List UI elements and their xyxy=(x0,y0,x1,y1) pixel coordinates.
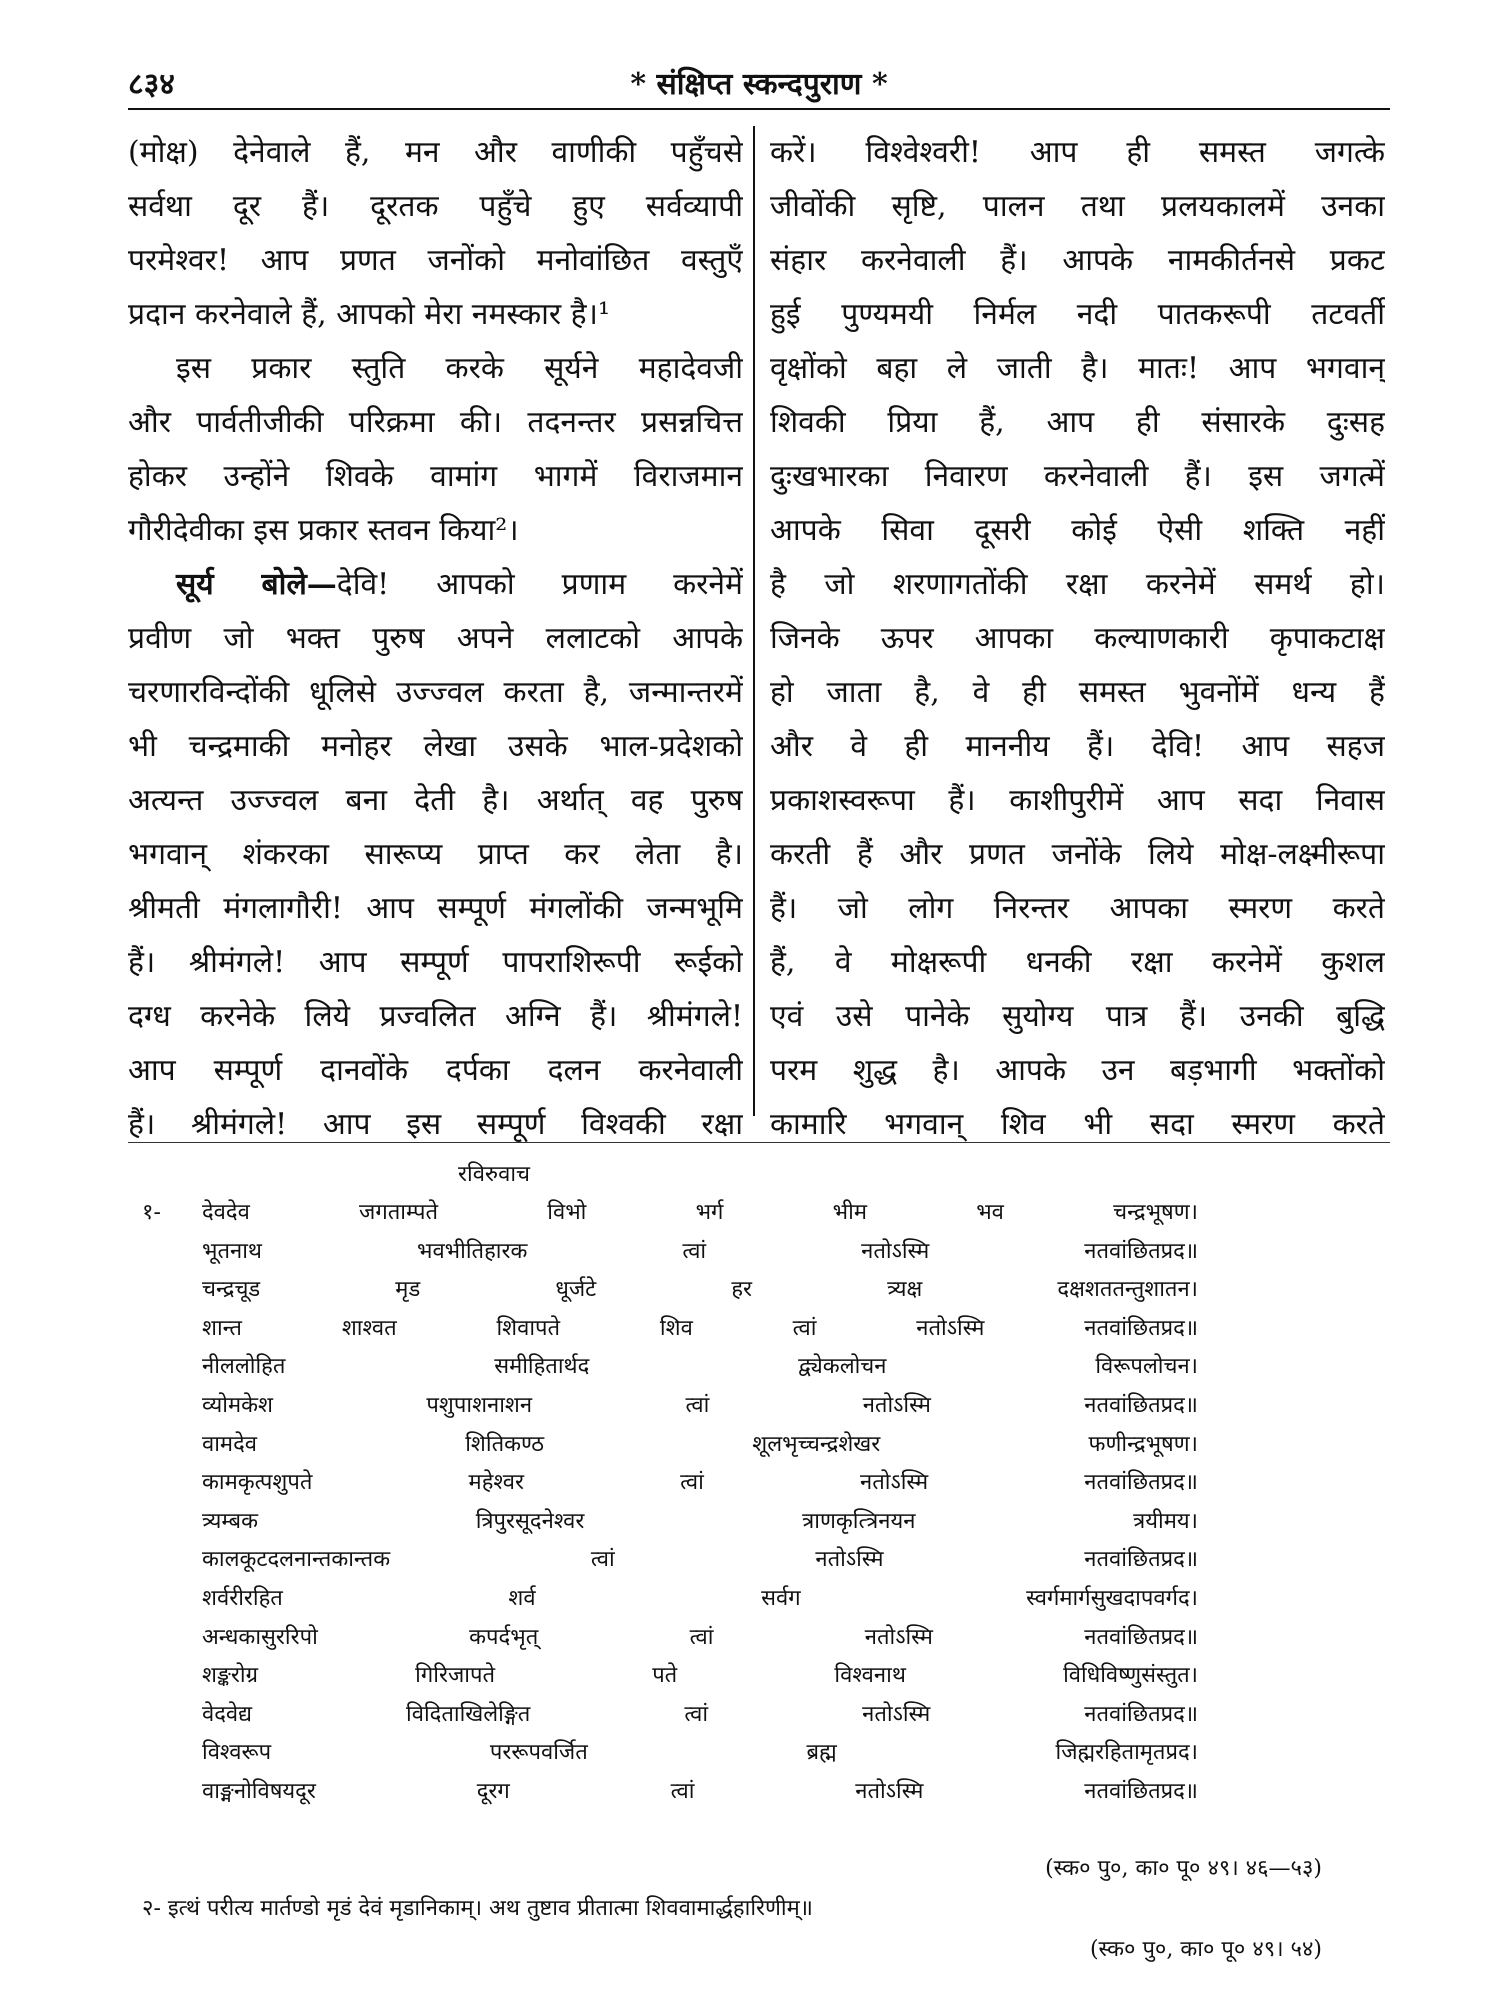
text-line: प्रदान करनेवाले हैं, आपको मेरा नमस्कार है।¹ xyxy=(128,297,611,332)
verse-text: वेदवेद्य विदिताखिलेङ्गित त्वां नतोऽस्मि नतवांछितप्रद॥ xyxy=(202,1701,1198,1727)
verse-line xyxy=(142,1348,1342,1387)
footnote-number: १- xyxy=(142,1200,161,1225)
verse-line xyxy=(142,1503,1342,1542)
verse-text: शर्वरीरहित शर्व सर्वग स्वर्गमार्गसुखदापवर्गद। xyxy=(202,1585,1198,1611)
text-line: आपके सिवा दूसरी कोई ऐसी शक्ति नहीं xyxy=(770,513,1385,548)
text-line: और वे ही माननीय हैं। देवि! आप सहज xyxy=(770,729,1385,764)
verse-text: भूतनाथ भवभीतिहारक त्वां नतोऽस्मि नतवांछितप्रद॥ xyxy=(202,1238,1198,1264)
verse-text: अन्धकासुररिपो कपर्दभृत् त्वां नतोऽस्मि नतवांछितप्रद॥ xyxy=(202,1624,1198,1650)
text-line: अत्यन्त उज्ज्वल बना देती है। अर्थात् वह पुरुष xyxy=(128,783,743,818)
text-line: दग्ध करनेके लिये प्रज्वलित अग्नि हैं। श्रीमंगले! xyxy=(128,999,743,1034)
text-line: प्रवीण जो भक्त पुरुष अपने ललाटको आपके xyxy=(128,621,743,656)
right-column xyxy=(770,126,1385,1152)
column-divider xyxy=(753,126,755,1116)
verse-line xyxy=(142,1387,1342,1426)
text-line: सर्वथा दूर हैं। दूरतक पहुँचे हुए सर्वव्यापी xyxy=(128,189,743,224)
verse-line xyxy=(142,1541,1342,1580)
verse-line xyxy=(142,1696,1342,1735)
text-line: वृक्षोंको बहा ले जाती है। मातः! आप भगवान् xyxy=(770,351,1385,386)
verse-line xyxy=(142,1233,1342,1272)
verse-text: त्र्यम्बक त्रिपुरसूदनेश्वर त्राणकृत्त्रिनयन त्रयीमय। xyxy=(202,1508,1198,1534)
text-line: परम शुद्ध है। आपके उन बड़भागी भक्तोंको xyxy=(770,1053,1385,1088)
text-line: कामारि भगवान् शिव भी सदा स्मरण करते xyxy=(770,1107,1385,1142)
text-line: जीवोंकी सृष्टि, पालन तथा प्रलयकालमें उनका xyxy=(770,189,1385,224)
left-column xyxy=(128,126,743,1152)
speech-text: देवि! आपको प्रणाम करनेमें xyxy=(336,567,743,602)
text-line: संहार करनेवाली हैं। आपके नामकीर्तनसे प्रकट xyxy=(770,243,1385,278)
verse-line xyxy=(142,1310,1342,1349)
verse-line xyxy=(142,1464,1342,1503)
verse-line xyxy=(142,1773,1342,1812)
verse-text: देवदेव जगताम्पते विभो भर्ग भीम भव चन्द्रभूषण। xyxy=(202,1200,1198,1225)
verse-text: विश्वरूप पररूपवर्जित ब्रह्म जिह्मरहितामृतप्रद। xyxy=(202,1740,1198,1766)
text-line: भी चन्द्रमाकी मनोहर लेखा उसके भाल-प्रदेशको xyxy=(128,729,743,764)
header-rule xyxy=(128,108,1390,110)
verse-line xyxy=(142,1619,1342,1658)
text-line: आप सम्पूर्ण दानवोंके दर्पका दलन करनेवाली xyxy=(128,1053,743,1088)
verse-text: कामकृत्पशुपते महेश्वर त्वां नतोऽस्मि नतवांछितप्रद॥ xyxy=(202,1470,1198,1496)
text-line: हो जाता है, वे ही समस्त भुवनोंमें धन्य हैं xyxy=(770,675,1385,710)
text-line: करें। विश्वेश्वरी! आप ही समस्त जगत्के xyxy=(770,135,1385,170)
speaker-label: सूर्य बोले— xyxy=(176,567,337,602)
text-line: चरणारविन्दोंकी धूलिसे उज्ज्वल करता है, जन्मान्तरमें xyxy=(128,675,743,710)
text-line: शिवकी प्रिया हैं, आप ही संसारके दुःसह xyxy=(770,405,1385,440)
verse-line xyxy=(142,1580,1342,1619)
text-line: (मोक्ष) देनेवाले हैं, मन और वाणीकी पहुँचसे xyxy=(128,135,743,170)
verse-text: वामदेव शितिकण्ठ शूलभृच्चन्द्रशेखर फणीन्द्रभूषण। xyxy=(202,1431,1198,1457)
footnote-rule xyxy=(128,1142,1390,1143)
text-line: एवं उसे पानेके सुयोग्य पात्र हैं। उनकी बुद्धि xyxy=(770,999,1385,1034)
running-title: * संक्षिप्त स्कन्दपुराण * xyxy=(630,67,888,102)
verse-text: शान्त शाश्वत शिवापते शिव त्वां नतोऽस्मि नतवांछितप्रद॥ xyxy=(202,1315,1198,1341)
verse-text: कालकूटदलनान्तकान्तक त्वां नतोऽस्मि नतवांछितप्रद॥ xyxy=(202,1547,1198,1573)
verse-line xyxy=(142,1657,1342,1696)
verse-line xyxy=(142,1426,1342,1465)
text-line: हैं, वे मोक्षरूपी धनकी रक्षा करनेमें कुशल xyxy=(770,945,1385,980)
footnote-reference: (स्क० पु०, का० पू० ४९। ४६—५३) xyxy=(1045,1856,1322,1881)
text-line: परमेश्वर! आप प्रणत जनोंको मनोवांछित वस्तुएँ xyxy=(128,243,743,278)
text-line-with-speaker xyxy=(128,558,743,612)
text-line: हैं। श्रीमंगले! आप इस सम्पूर्ण विश्वकी रक्षा xyxy=(128,1107,743,1142)
footnote-reference: (स्क० पु०, का० पू० ४९। ५४) xyxy=(1089,1937,1322,1962)
footnote-verse xyxy=(142,1194,1342,1812)
verse-line xyxy=(142,1194,1342,1233)
text-line: हैं। श्रीमंगले! आप सम्पूर्ण पापराशिरूपी रूईको xyxy=(128,945,743,980)
text-line: होकर उन्होंने शिवके वामांग भागमें विराजमान xyxy=(128,459,743,494)
verse-line xyxy=(142,1734,1342,1773)
verse-text: नीललोहित समीहितार्थद द्व्येकलोचन विरूपलोचन। xyxy=(202,1354,1198,1380)
verse-text: व्योमकेश पशुपाशनाशन त्वां नतोऽस्मि नतवांछितप्रद॥ xyxy=(202,1392,1198,1418)
footnote-two: २- इत्थं परीत्य मार्तण्डो मृडं देवं मृडानिकाम्। अथ तुष्टाव प्रीतात्मा शिववामार्द्धहारिणीम्॥ xyxy=(142,1896,813,1921)
text-line: है जो शरणागतोंकी रक्षा करनेमें समर्थ हो। xyxy=(770,567,1385,602)
text-line: प्रकाशस्वरूपा हैं। काशीपुरीमें आप सदा निवास xyxy=(770,783,1385,818)
text-line: करती हैं और प्रणत जनोंके लिये मोक्ष-लक्ष्मीरूपा xyxy=(770,837,1385,872)
text-line: हुई पुण्यमयी निर्मल नदी पातकरूपी तटवर्ती xyxy=(770,297,1385,332)
verse-line xyxy=(142,1271,1342,1310)
text-line: हैं। जो लोग निरन्तर आपका स्मरण करते xyxy=(770,891,1385,926)
text-line: गौरीदेवीका इस प्रकार स्तवन किया²। xyxy=(128,513,519,548)
text-line: भगवान् शंकरका सारूप्य प्राप्त कर लेता है। xyxy=(128,837,743,872)
page-header xyxy=(128,58,1390,108)
verse-text: चन्द्रचूड मृड धूर्जटे हर त्र्यक्ष दक्षशततन्तुशातन। xyxy=(202,1277,1198,1303)
text-line: श्रीमती मंगलागौरी! आप सम्पूर्ण मंगलोंकी जन्मभूमि xyxy=(128,891,743,926)
verse-text: वाङ्मनोविषयदूर दूरग त्वां नतोऽस्मि नतवांछितप्रद॥ xyxy=(202,1778,1198,1804)
text-line: और पार्वतीजीकी परिक्रमा की। तदनन्तर प्रसन्नचित्त xyxy=(128,405,743,440)
text-line: दुःखभारका निवारण करनेवाली हैं। इस जगत्में xyxy=(770,459,1385,494)
page-number: ८३४ xyxy=(128,67,175,102)
verse-title: रविरुवाच xyxy=(458,1162,530,1187)
text-line: इस प्रकार स्तुति करके सूर्यने महादेवजी xyxy=(176,351,743,386)
text-line: जिनके ऊपर आपका कल्याणकारी कृपाकटाक्ष xyxy=(770,621,1385,656)
verse-text: शङ्करोग्र गिरिजापते पते विश्वनाथ विधिविष्णुसंस्तुत। xyxy=(202,1663,1198,1689)
